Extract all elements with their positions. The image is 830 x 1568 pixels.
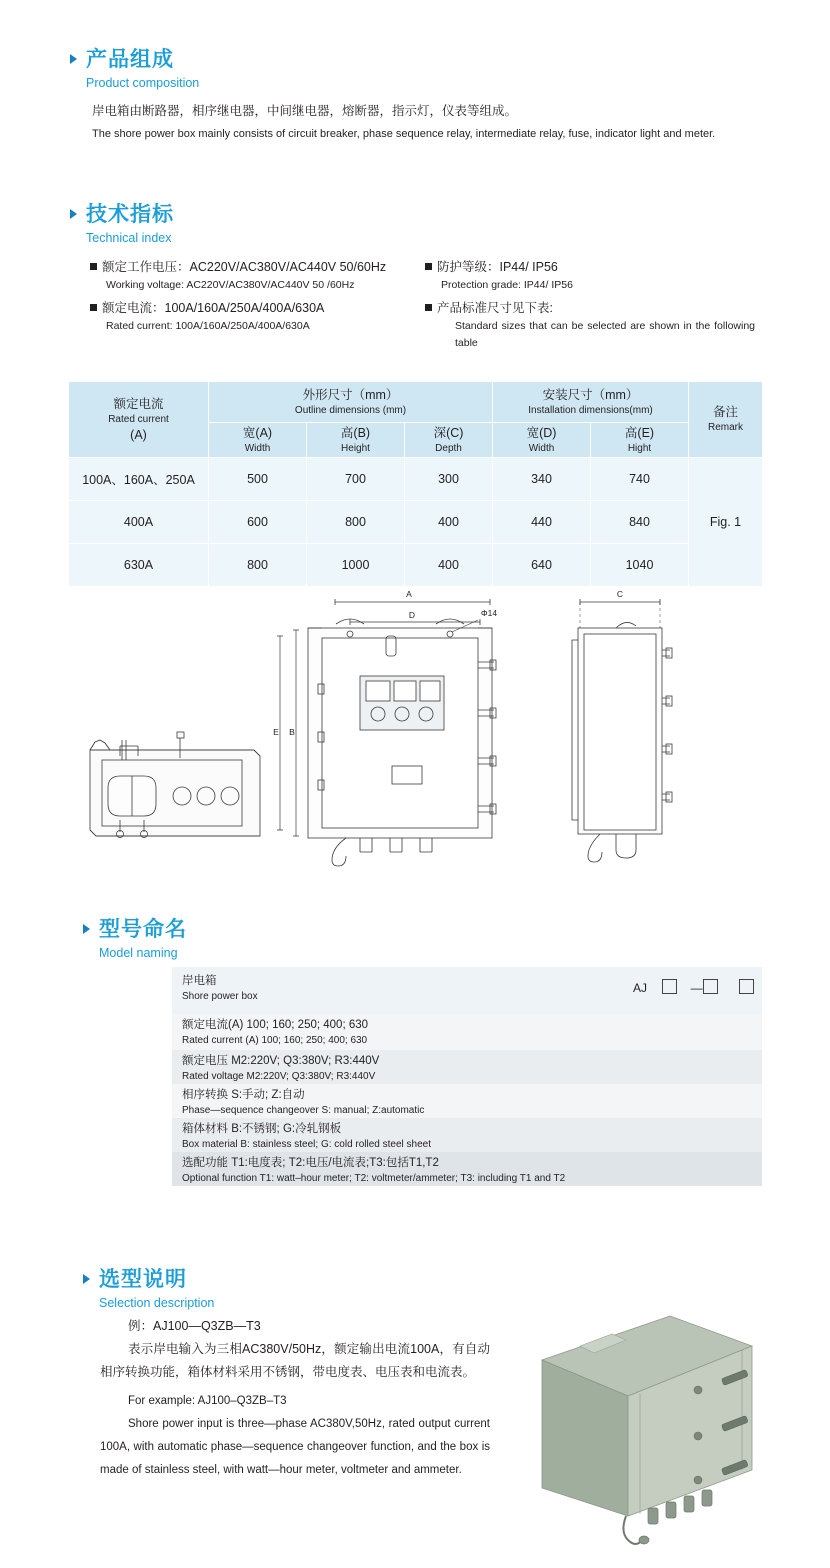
th-outline-height bbox=[307, 423, 405, 458]
product-photo-svg bbox=[520, 1302, 780, 1552]
product-composition-cn-text: 岸电箱由断路器，相序继电器，中间继电器，熔断器，指示灯，仪表等组成。 bbox=[92, 104, 518, 118]
th-label-en: Width bbox=[528, 442, 555, 454]
tech-item bbox=[425, 258, 755, 277]
selection-example-en: For example: AJ100–Q3ZB–T3 bbox=[128, 1395, 287, 1407]
model-prefix: AJ bbox=[632, 981, 647, 995]
row-label-en: Rated voltage M2:220V; Q3:380V; R3:440V bbox=[182, 1071, 376, 1082]
cell-outline-height: 700 bbox=[307, 458, 405, 501]
row-label-cn: 岸电箱 bbox=[182, 975, 217, 987]
dim-label-C: C bbox=[616, 589, 624, 599]
square-bullet-icon bbox=[90, 263, 97, 270]
dim-label-B: B bbox=[289, 727, 295, 737]
th-installation-dimensions bbox=[493, 382, 689, 423]
th-label-en: Width bbox=[244, 442, 271, 454]
row-label-en: Phase—sequence changeover S: manual; Z:automatic bbox=[182, 1105, 425, 1116]
tech-item-cn: 防护等级：IP44/ IP56 bbox=[437, 260, 558, 274]
spec-table-wrapper bbox=[68, 381, 762, 587]
th-label-cn: 宽(A) bbox=[242, 425, 273, 440]
table-row bbox=[69, 458, 763, 501]
selection-body-en: Shore power input is three—phase AC380V,50Hz, rated output current 100A, with automatic phase—sequence changeover function, and the box is made of stainless steel, with watt—hour meter, voltmeter and ammeter. bbox=[100, 1418, 490, 1476]
cell-rated-current: 400A bbox=[69, 501, 209, 544]
model-code-box-1 bbox=[662, 979, 677, 994]
dim-label-E: E bbox=[273, 727, 279, 737]
th-install-width bbox=[493, 423, 591, 458]
tech-item-en: Standard sizes that can be selected are shown in the following table bbox=[455, 320, 755, 349]
cell-rated-current: 630A bbox=[69, 544, 209, 587]
th-label-en: Height bbox=[341, 442, 370, 454]
th-label-en: Depth bbox=[435, 442, 462, 454]
cell-outline-width: 600 bbox=[209, 501, 307, 544]
section-title-en: Selection description bbox=[99, 1296, 215, 1310]
model-naming-block bbox=[172, 967, 762, 1186]
section-title-en: Technical index bbox=[86, 231, 172, 245]
cell-outline-depth: 400 bbox=[405, 544, 493, 587]
tech-item-cn: 额定工作电压：AC220V/AC380V/AC440V 50/60Hz bbox=[102, 260, 387, 274]
model-naming-row bbox=[172, 1014, 762, 1050]
selection-example-cn: 例：AJ100—Q3ZB—T3 bbox=[128, 1319, 261, 1333]
th-label-cn: 安装尺寸（mm） bbox=[542, 387, 639, 402]
th-outline-dimensions bbox=[209, 382, 493, 423]
section-title-cn: 产品组成 bbox=[86, 48, 174, 71]
tech-item-cn: 产品标准尺寸见下表: bbox=[437, 301, 553, 315]
technical-drawing-group bbox=[60, 580, 770, 870]
th-install-height bbox=[591, 423, 689, 458]
selection-description-text bbox=[100, 1315, 490, 1482]
th-label-cn: 外形尺寸（mm） bbox=[302, 387, 399, 402]
th-label-cn: 高(B) bbox=[340, 425, 371, 440]
tech-item-cn: 额定电流：100A/160A/250A/400A/630A bbox=[102, 301, 325, 315]
tech-item-en: Rated current: 100A/160A/250A/400A/630A bbox=[106, 320, 310, 332]
model-code-group bbox=[633, 979, 754, 996]
cell-outline-height: 1000 bbox=[307, 544, 405, 587]
table-header-row bbox=[69, 382, 763, 423]
tech-item bbox=[90, 299, 420, 318]
tech-item bbox=[90, 258, 420, 277]
row-label-en: Optional function T1: watt–hour meter; T2: voltmeter/ammeter; T3: including T1 and T2 bbox=[182, 1173, 566, 1184]
model-code-box-2 bbox=[703, 979, 718, 994]
product-photo bbox=[520, 1302, 780, 1552]
row-label-cn: 箱体材料 B:不锈钢; G:冷轧钢板 bbox=[182, 1123, 342, 1135]
th-label-en: Rated current bbox=[108, 413, 169, 425]
model-code-box-3 bbox=[739, 979, 754, 994]
th-label-cn: 备注 bbox=[713, 405, 739, 419]
tech-index-col-left bbox=[90, 258, 420, 335]
th-remark bbox=[689, 382, 763, 458]
th-label-unit: (A) bbox=[130, 427, 147, 442]
th-rated-current bbox=[69, 382, 209, 458]
model-naming-row bbox=[172, 967, 762, 1014]
section-heading-product-composition bbox=[70, 48, 199, 92]
triangle-bullet-icon bbox=[70, 209, 77, 219]
row-label-cn: 相序转换 S:手动; Z:自动 bbox=[182, 1089, 305, 1101]
cell-install-width: 640 bbox=[493, 544, 591, 587]
selection-body-cn: 表示岸电输入为三相AC380V/50Hz，额定输出电流100A，有自动相序转换功能，箱体材料采用不锈钢，带电度表、电压表和电流表。 bbox=[100, 1342, 490, 1379]
model-naming-row bbox=[172, 1118, 762, 1152]
triangle-bullet-icon bbox=[83, 1274, 90, 1284]
drawing-top-view bbox=[90, 732, 260, 838]
cell-remark: Fig. 1 bbox=[689, 458, 763, 587]
section-title-en: Product composition bbox=[86, 76, 200, 90]
section-title-en: Model naming bbox=[99, 946, 178, 960]
row-label-en: Box material B: stainless steel; G: cold rolled steel sheet bbox=[182, 1139, 432, 1150]
th-label-en: Remark bbox=[708, 422, 744, 433]
th-label-cn: 额定电流 bbox=[113, 396, 164, 411]
square-bullet-icon bbox=[90, 304, 97, 311]
section-heading-selection-description bbox=[83, 1268, 214, 1312]
square-bullet-icon bbox=[425, 263, 432, 270]
section-title-cn: 型号命名 bbox=[99, 918, 187, 941]
section-title-cn: 技术指标 bbox=[86, 203, 174, 226]
tech-item bbox=[425, 299, 755, 318]
triangle-bullet-icon bbox=[83, 924, 90, 934]
section-heading-technical-index bbox=[70, 203, 174, 247]
cell-install-height: 740 bbox=[591, 458, 689, 501]
cell-outline-width: 500 bbox=[209, 458, 307, 501]
model-dash: — bbox=[690, 981, 703, 995]
row-label-en: Rated current (A) 100; 160; 250; 400; 630 bbox=[182, 1035, 368, 1046]
drawing-svg bbox=[60, 580, 770, 870]
cell-outline-depth: 300 bbox=[405, 458, 493, 501]
cell-outline-height: 800 bbox=[307, 501, 405, 544]
dim-label-D: D bbox=[408, 610, 416, 620]
drawing-front-view bbox=[277, 599, 496, 866]
row-label-cn: 选配功能 T1:电度表; T2:电压/电流表;T3:包括T1,T2 bbox=[182, 1157, 439, 1169]
cell-install-height: 1040 bbox=[591, 544, 689, 587]
product-composition-en-text: The shore power box mainly consists of circuit breaker, phase sequence relay, intermediate relay, fuse, indicator light and meter. bbox=[92, 128, 716, 140]
row-label-cn: 额定电压 M2:220V; Q3:380V; R3:440V bbox=[182, 1055, 380, 1067]
tech-index-col-right bbox=[425, 258, 755, 352]
drawing-side-view bbox=[572, 599, 672, 862]
section-title-cn: 选型说明 bbox=[99, 1268, 187, 1291]
section-heading-model-naming bbox=[83, 918, 187, 962]
tech-item-en: Working voltage: AC220V/AC380V/AC440V 50 /60Hz bbox=[106, 279, 355, 291]
model-naming-row bbox=[172, 1152, 762, 1186]
square-bullet-icon bbox=[425, 304, 432, 311]
cell-outline-width: 800 bbox=[209, 544, 307, 587]
cell-rated-current: 100A、160A、250A bbox=[69, 458, 209, 501]
th-label-en: Outline dimensions (mm) bbox=[294, 404, 407, 416]
cell-outline-depth: 400 bbox=[405, 501, 493, 544]
th-label-en: Hight bbox=[627, 442, 652, 454]
model-naming-row bbox=[172, 1084, 762, 1118]
th-outline-width bbox=[209, 423, 307, 458]
cell-install-height: 840 bbox=[591, 501, 689, 544]
th-label-cn: 深(C) bbox=[433, 425, 464, 440]
th-label-en: Installation dimensions(mm) bbox=[528, 404, 653, 416]
th-label-cn: 宽(D) bbox=[526, 425, 557, 440]
tech-item-en: Protection grade: IP44/ IP56 bbox=[441, 279, 573, 291]
table-row bbox=[69, 501, 763, 544]
th-outline-depth bbox=[405, 423, 493, 458]
model-naming-row bbox=[172, 1050, 762, 1084]
dim-label-hole: Φ14 bbox=[480, 608, 498, 618]
cell-install-width: 340 bbox=[493, 458, 591, 501]
spec-table bbox=[68, 381, 763, 587]
th-label-cn: 高(E) bbox=[624, 425, 655, 440]
cell-install-width: 440 bbox=[493, 501, 591, 544]
triangle-bullet-icon bbox=[70, 54, 77, 64]
dim-label-A: A bbox=[406, 589, 412, 599]
row-label-cn: 额定电流(A) 100; 160; 250; 400; 630 bbox=[182, 1019, 369, 1031]
row-label-en: Shore power box bbox=[182, 991, 258, 1002]
